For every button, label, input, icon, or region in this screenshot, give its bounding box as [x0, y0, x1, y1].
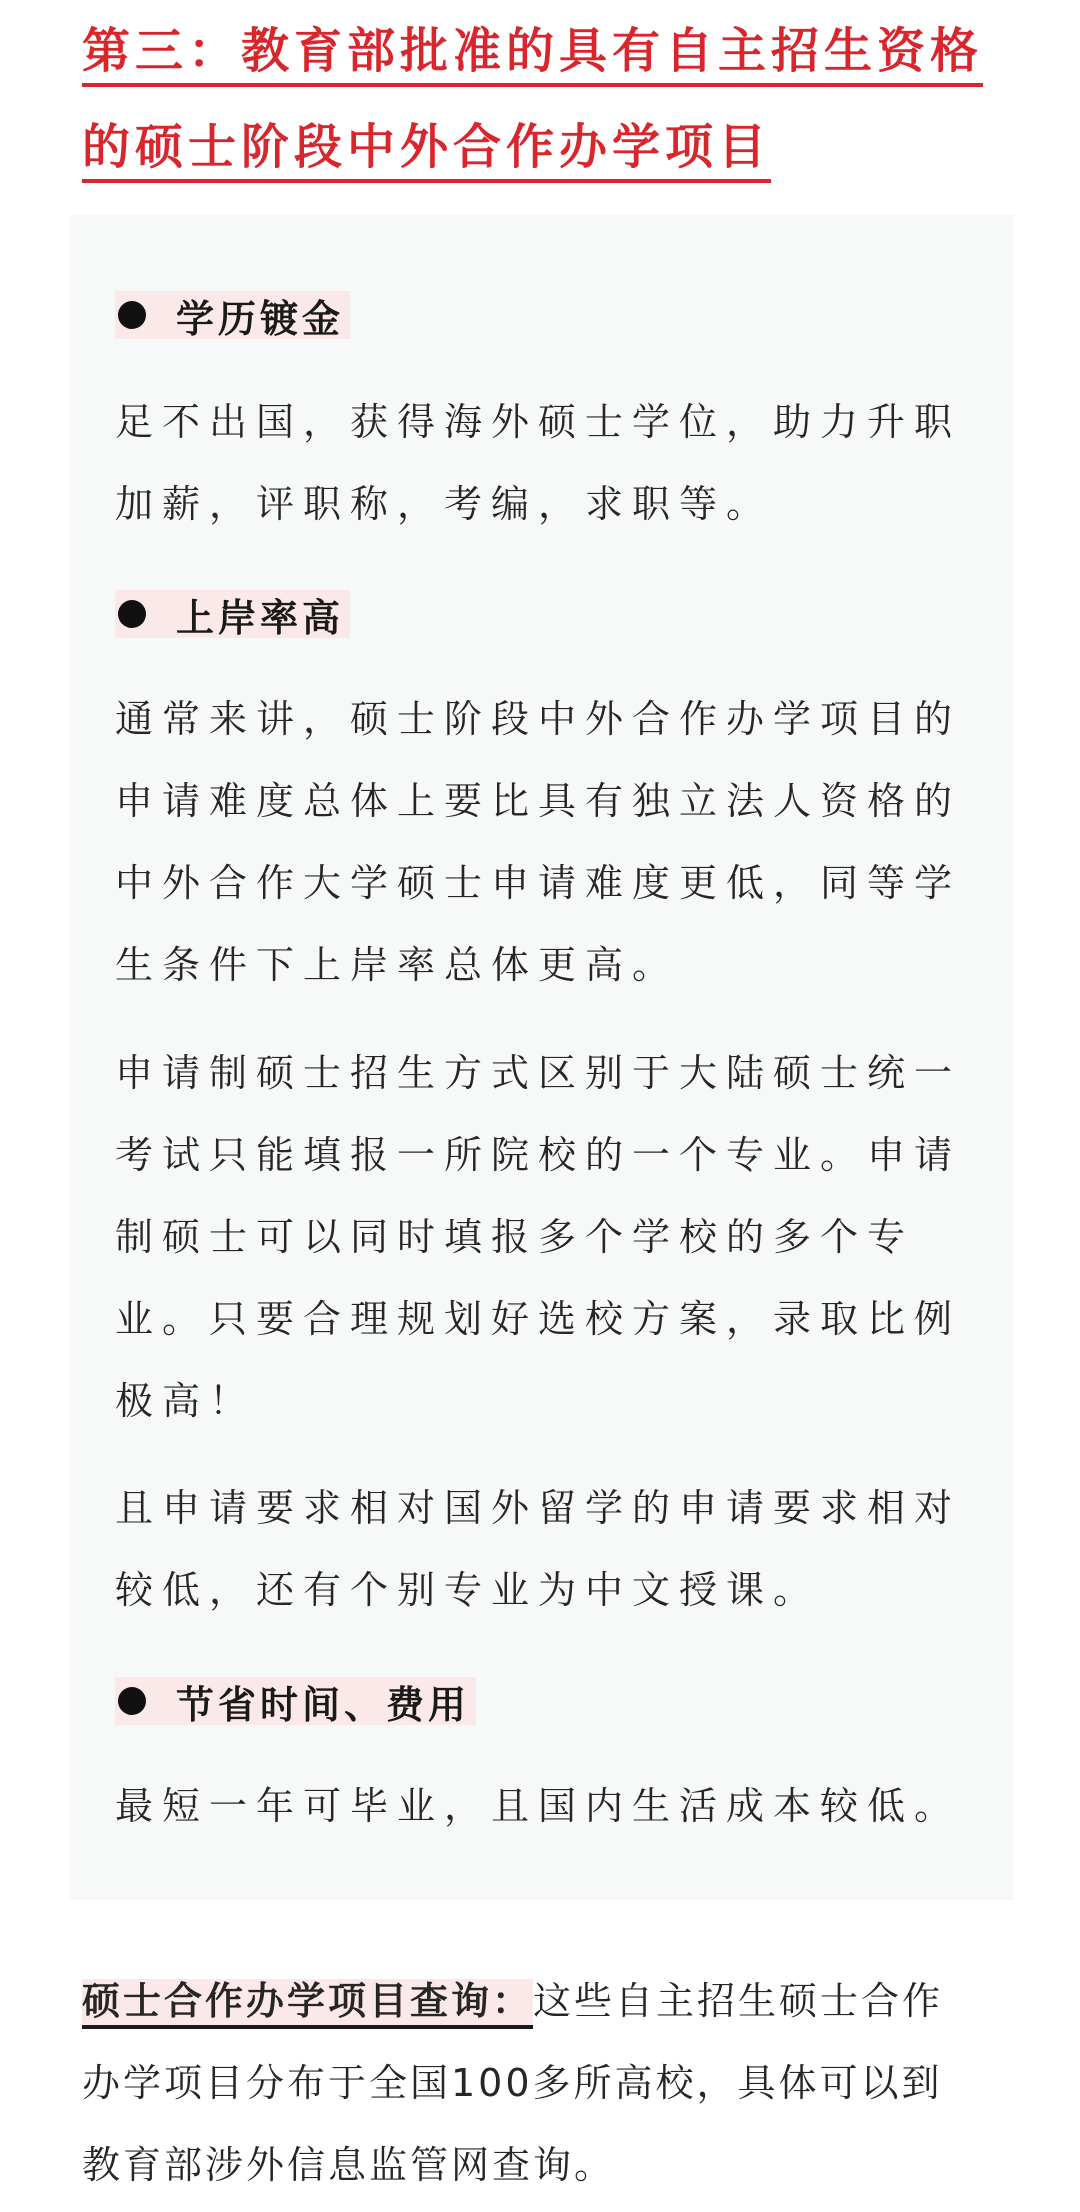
section-title-line-1: 第三：教育部批准的具有自主招生资格 [82, 12, 983, 87]
query-line [82, 1960, 943, 2042]
bullet-heading-save-time-cost [115, 1677, 476, 1725]
query-line: 办学项目分布于全国100多所高校，具体可以到 [82, 2061, 943, 2105]
query-line: 教育部涉外信息监管网查询。 [82, 2143, 616, 2187]
bullet-dot-icon [118, 1687, 146, 1715]
bullet-dot-icon [118, 301, 146, 329]
paragraph-line: 最短一年可毕业，且国内生活成本较低。 [115, 1784, 962, 1828]
paragraph-line: 申请制硕士招生方式区别于大陆硕士统一 [115, 1051, 962, 1095]
paragraph-line: 极高！ [115, 1379, 257, 1423]
highlight-panel [70, 215, 1014, 1900]
bullet-heading-label: 节省时间、费用 [176, 1682, 471, 1727]
query-text: 这些自主招生硕士合作 [533, 1979, 944, 2023]
paragraph-line: 生条件下上岸率总体更高。 [115, 943, 680, 987]
paragraph-line: 申请难度总体上要比具有独立法人资格的 [115, 779, 962, 823]
paragraph-line: 足不出国，获得海外硕士学位，助力升职 [115, 400, 962, 444]
paragraph-line: 中外合作大学硕士申请难度更低，同等学 [115, 861, 962, 905]
paragraph-line: 加薪，评职称，考编，求职等。 [115, 482, 774, 526]
query-label: 硕士合作办学项目查询： [82, 1979, 533, 2029]
bullet-heading-degree [115, 291, 350, 339]
bullet-heading-admission-rate [115, 590, 350, 638]
paragraph-line: 考试只能填报一所院校的一个专业。申请 [115, 1133, 962, 1177]
section-title-line-2: 的硕士阶段中外合作办学项目 [82, 108, 771, 183]
bullet-dot-icon [118, 600, 146, 628]
bullet-heading-label: 学历镀金 [176, 296, 345, 341]
paragraph-line: 较低，还有个别专业为中文授课。 [115, 1568, 821, 1612]
paragraph-line: 业。只要合理规划好选校方案，录取比例 [115, 1297, 962, 1341]
paragraph-line: 通常来讲，硕士阶段中外合作办学项目的 [115, 697, 962, 741]
paragraph-line: 且申请要求相对国外留学的申请要求相对 [115, 1486, 962, 1530]
paragraph-line: 制硕士可以同时填报多个学校的多个专 [115, 1215, 915, 1259]
bullet-heading-label: 上岸率高 [176, 595, 345, 640]
